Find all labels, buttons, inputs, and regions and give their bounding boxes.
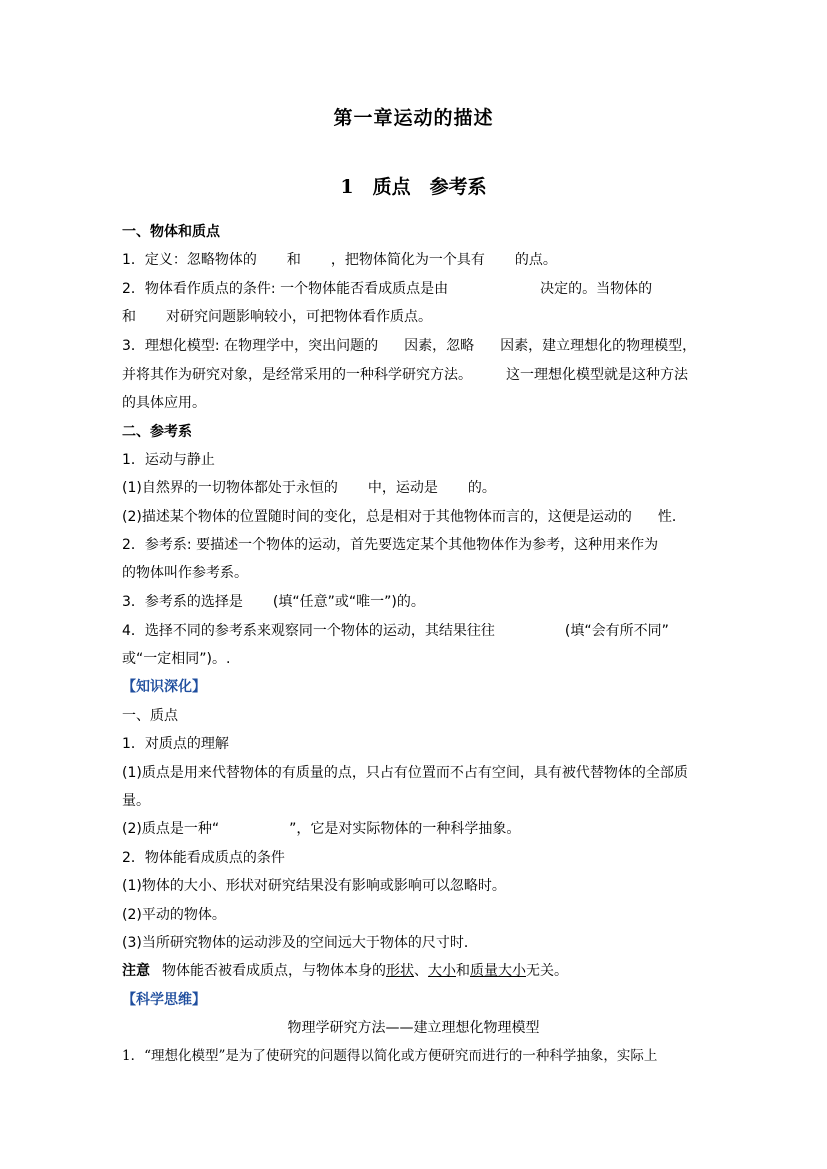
- deepen-s1-line1: (1)质点是用来代替物体的有质量的点，只占有位置而不占有空间，具有被代替物体的全部质: [122, 765, 688, 781]
- part2-line2: [122, 478, 712, 498]
- text-segment: 和: [122, 309, 136, 325]
- deepen-tag: 【知识深化】: [122, 679, 206, 695]
- part2-line6: [122, 592, 712, 612]
- part2-line5: 的物体叫作参考系。: [122, 565, 248, 581]
- chapter-title: 第一章运动的描述: [333, 107, 494, 129]
- deepen-s1: 1．对质点的理解: [122, 736, 229, 752]
- text-segment: 并将其作为研究对象，是经常采用的一种科学研究方法。: [122, 367, 472, 383]
- underlined-term: 大小: [428, 963, 456, 979]
- text-segment: 和: [456, 963, 470, 979]
- text-segment: 无关。: [526, 963, 568, 979]
- text-segment: 性．: [657, 509, 686, 525]
- text-segment: 4．选择不同的参考系来观察同一个物体的运动，其结果往往: [122, 623, 495, 639]
- text-segment: (2)质点是一种“: [122, 821, 220, 837]
- text-segment: 对研究问题影响较小，可把物体看作质点。: [166, 309, 432, 325]
- deepen-s2-line2: (2)平动的物体。: [122, 907, 226, 923]
- underlined-term: 质量大小: [470, 963, 526, 979]
- part2-line4: 2．参考系: 要描述一个物体的运动，首先要选定某个其他物体作为参考，这种用来作为: [122, 537, 659, 553]
- text-segment: (2)描述某个物体的位置随时间的变化，总是相对于其他物体而言的，这便是运动的: [122, 509, 632, 525]
- text-segment: 和: [286, 252, 301, 268]
- part1-line4: [122, 336, 712, 356]
- note-line: [122, 961, 712, 981]
- deepen-s2-line3: (3)当所研究物体的运动涉及的空间远大于物体的尺寸时．: [122, 935, 478, 951]
- text-segment: 这一理想化模型就是这种方法: [506, 367, 688, 383]
- text-segment: 的。: [467, 480, 496, 496]
- text-segment: ”，它是对实际物体的一种科学抽象。: [289, 821, 521, 837]
- part1-heading: 一、物体和质点: [122, 224, 220, 240]
- text-segment: 中，运动是: [367, 480, 438, 496]
- text-segment: 、: [414, 963, 428, 979]
- part1-line1: [122, 250, 712, 270]
- part2-line7: [122, 621, 712, 641]
- deepen-s2-line1: (1)物体的大小、形状对研究结果没有影响或影响可以忽略时。: [122, 878, 506, 894]
- note-label: 注意: [122, 963, 150, 979]
- part1-line6: 的具体应用。: [122, 395, 206, 411]
- part2-line8: 或“一定相同”)。.: [122, 651, 231, 667]
- part1-line2: [122, 279, 712, 299]
- science-line1: 1．“理想化模型”是为了使研究的问题得以简化或方便研究而进行的一种科学抽象，实际上: [122, 1048, 658, 1064]
- deepen-s2: 2．物体能看成质点的条件: [122, 850, 285, 866]
- text-segment: (填“任意”或“唯一”)的。: [272, 594, 425, 610]
- part2-line3: [122, 507, 712, 527]
- text-segment: 因素，建立理想化的物理模型，: [500, 338, 697, 354]
- part1-line3: [122, 307, 712, 327]
- underlined-term: 形状: [386, 963, 414, 979]
- deepen-s1-line2: 量。: [122, 793, 150, 809]
- text-segment: 3．参考系的选择是: [122, 594, 243, 610]
- part2-line1: 1．运动与静止: [122, 452, 215, 468]
- text-segment: ，把物体简化为一个具有: [330, 252, 485, 268]
- text-segment: (1)自然界的一切物体都处于永恒的: [122, 480, 338, 496]
- text-segment: 3．理想化模型: 在物理学中，突出问题的: [122, 338, 379, 354]
- part2-heading: 二、参考系: [122, 424, 192, 440]
- text-segment: 物体能否被看成质点，与物体本身的: [162, 963, 386, 979]
- science-title: 物理学研究方法——建立理想化物理模型: [287, 1020, 540, 1036]
- text-segment: (填“会有所不同”: [564, 623, 669, 639]
- deepen-heading: 一、质点: [122, 708, 178, 724]
- section-title: 1 质点 参考系: [340, 176, 487, 198]
- text-segment: 2．物体看作质点的条件: 一个物体能否看成质点是由: [122, 281, 449, 297]
- text-segment: 因素，忽略: [404, 338, 475, 354]
- text-segment: 决定的。当物体的: [540, 281, 653, 297]
- part1-line5: [122, 365, 712, 385]
- text-segment: 1．定义：忽略物体的: [122, 252, 257, 268]
- science-tag: 【科学思维】: [122, 992, 206, 1008]
- text-segment: 的点。: [514, 252, 557, 268]
- deepen-s1-line3: [122, 819, 712, 839]
